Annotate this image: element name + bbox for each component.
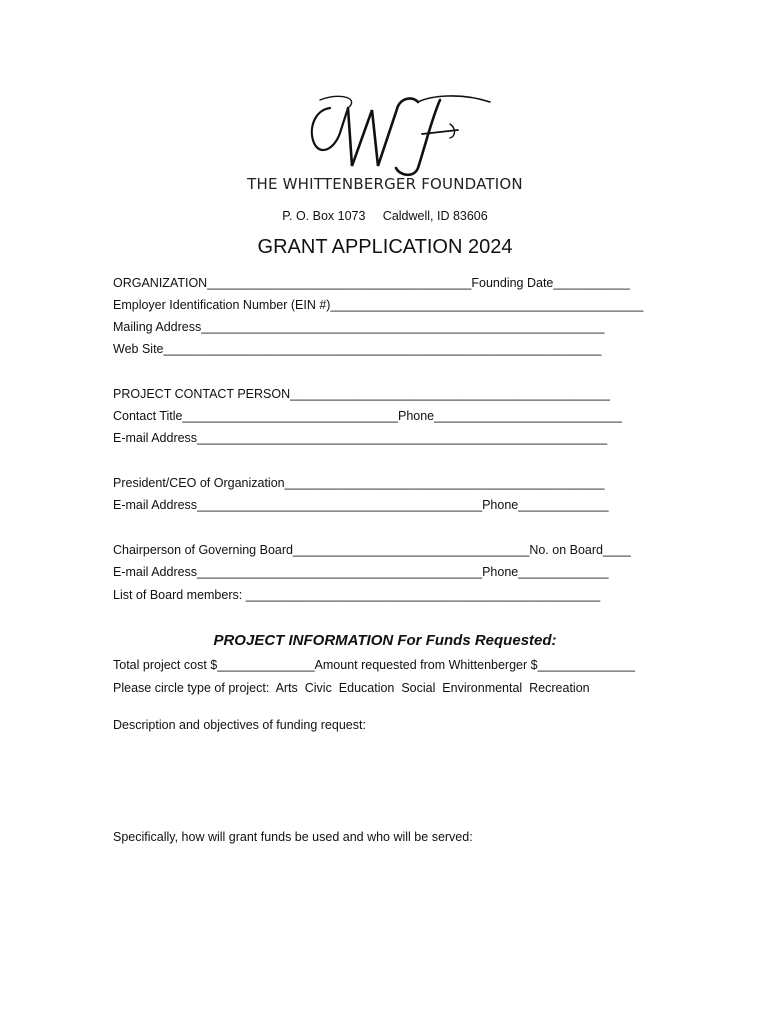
description-prompt: Description and objectives of funding request: [113, 718, 366, 732]
mailing-address-field[interactable]: Mailing Address__________________________________________________________ [113, 320, 605, 334]
chairperson-email-field[interactable]: E-mail Address_________________________________________Phone_____________ [113, 565, 609, 579]
funds-use-prompt: Specifically, how will grant funds be used and who will be served: [113, 830, 473, 844]
ein-field[interactable]: Employer Identification Number (EIN #)_____________________________________________ [113, 298, 644, 312]
project-cost-field[interactable]: Total project cost $______________Amount requested from Whittenberger $______________ [113, 658, 635, 672]
board-members-field[interactable]: List of Board members: ___________________________________________________ [113, 588, 601, 602]
wf-monogram-logo [300, 88, 500, 178]
organization-field[interactable]: ORGANIZATION______________________________________Founding Date___________ [113, 276, 630, 290]
foundation-name: THE WHITTENBERGER FOUNDATION [247, 175, 523, 193]
project-type-field: Please circle type of project: Arts Civic Education Social Environmental Recreation [113, 681, 590, 695]
project-info-heading: PROJECT INFORMATION For Funds Requested: [213, 632, 557, 649]
president-field[interactable]: President/CEO of Organization______________________________________________ [113, 476, 605, 490]
contact-person-field[interactable]: PROJECT CONTACT PERSON______________________________________________ [113, 387, 610, 401]
chairperson-field[interactable]: Chairperson of Governing Board__________________________________No. on Board____ [113, 543, 631, 557]
foundation-address: P. O. Box 1073 Caldwell, ID 83606 [282, 209, 488, 223]
contact-title-field[interactable]: Contact Title_______________________________Phone___________________________ [113, 409, 622, 423]
page-title: GRANT APPLICATION 2024 [257, 236, 513, 258]
president-email-field[interactable]: E-mail Address_________________________________________Phone_____________ [113, 498, 609, 512]
web-site-field[interactable]: Web Site_______________________________________________________________ [113, 342, 602, 356]
contact-email-field[interactable]: E-mail Address___________________________________________________________ [113, 431, 608, 445]
